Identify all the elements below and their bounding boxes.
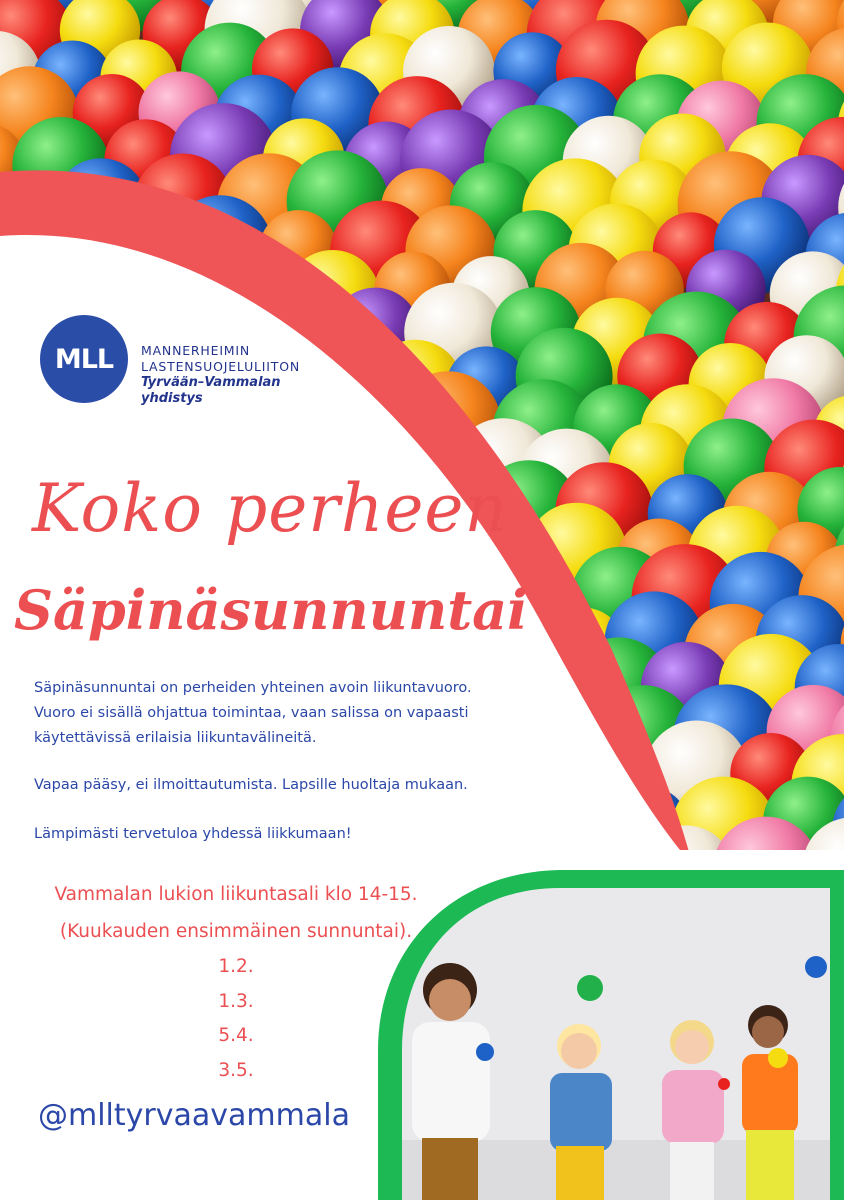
- title-line1: Koko perheen: [32, 470, 508, 547]
- mll-logo: [40, 313, 340, 413]
- description-line: käytettävissä erilaisia liikuntavälineitä.: [34, 730, 317, 746]
- logo-org-line1: MANNERHEIMIN: [141, 343, 251, 358]
- social-media-handle: @mlltyrvaavammala: [38, 1098, 350, 1133]
- event-date: 5.4.: [218, 1025, 254, 1046]
- event-venue-time: Vammalan lukion liikuntasali klo 14-15.: [54, 884, 418, 905]
- description-line: Säpinäsunnuntai on perheiden yhteinen avoin liikuntavuoro.: [34, 680, 472, 696]
- event-date: 1.3.: [218, 990, 254, 1012]
- description-paragraph-1: [34, 676, 534, 751]
- mll-logo-mark: MLL: [40, 315, 128, 403]
- description-paragraph-2: Vapaa pääsy, ei ilmoittautumista. Lapsille huoltaja mukaan.: [34, 777, 468, 793]
- title-line2: Säpinäsunnuntai: [14, 578, 528, 642]
- event-date: 1.2.: [218, 956, 254, 977]
- description-paragraph-3: Lämpimästi tervetuloa yhdessä liikkumaan!: [34, 826, 352, 842]
- logo-branch-line1: Tyrvään–Vammalan: [141, 375, 281, 390]
- logo-branch-line2: yhdistys: [141, 391, 203, 406]
- event-date: 3.5.: [218, 1059, 254, 1081]
- description-line: Vuoro ei sisällä ohjattua toimintaa, vaan salissa on vapaasti: [34, 705, 469, 721]
- event-dates-list: [14, 950, 458, 1088]
- logo-org-line2: LASTENSUOJELULIITON: [141, 359, 300, 374]
- children-playing-photo: [390, 880, 844, 1200]
- event-schedule-note: (Kuukauden ensimmäinen sunnuntai).: [59, 921, 413, 942]
